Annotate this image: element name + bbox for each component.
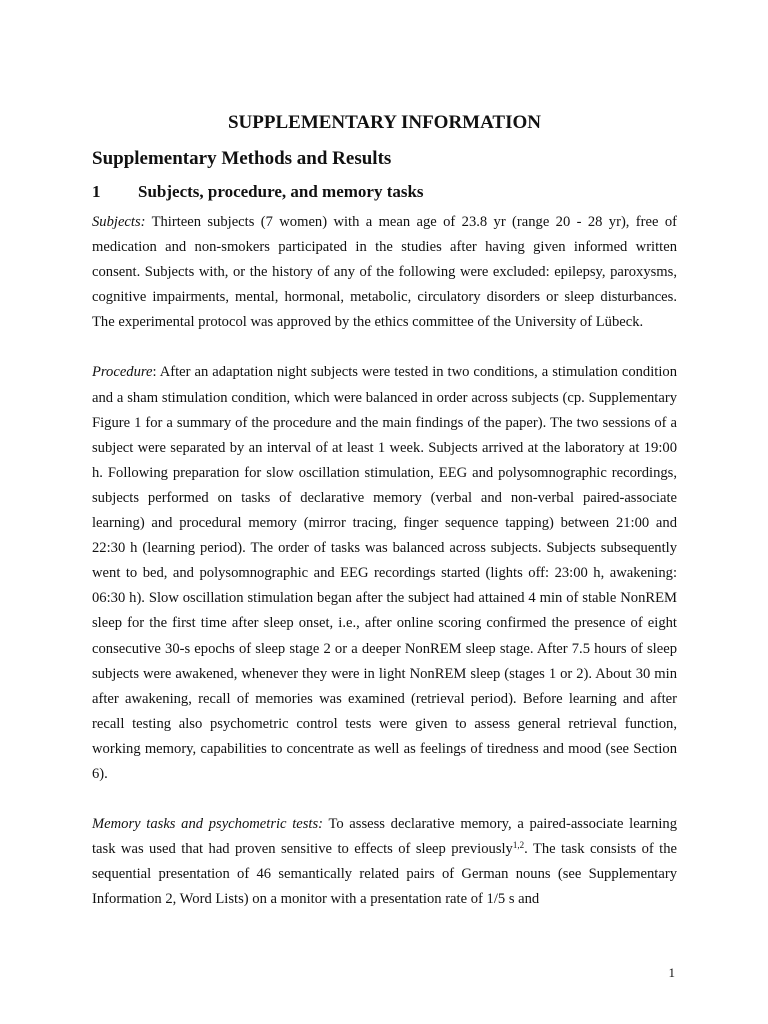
paragraph-text: : After an adaptation night subjects were tested in two conditions, a stimulation condition and a sham stimulation condition, which were balanced in order across subjects (cp. Supplementary Figure 1 for a summary of the procedure and the main findings of the paper). The two sessions of a subject were separated by an interval of at least 1 week. Subjects arrived at the laboratory at 19:00 h. Following preparation for slow oscillation stimulation, EEG and polysomnographic recordings, subjects performed on tasks of declarative memory (verbal and non-verbal paired-associate learning) and procedural memory (mirror tracing, finger sequence tapping) between 21:00 and 22:30 h (learning period). The order of tasks was balanced across subjects. Subjects subsequently went to bed, and polysomnographic and EEG recordings started (lights off: 23:00 h, awakening: 06:30 h). Slow oscillation stimulation began after the subject had attained 4 min of stable NonREM sleep for the first time after sleep onset, i.e., after online scoring confirmed the presence of eight consecutive 30-s epochs of sleep stage 2 or a deeper NonREM sleep stage. After 7.5 hours of sleep subjects were awakened, whenever they were in light NonREM sleep (stages 1 or 2). About 30 min after awakening, recall of memories was examined (retrieval period). Before learning and after recall testing also psychometric control tests were given to assess general retrieval function, working memory, capabilities to concentrate as well as feelings of tiredness and mood (see Section 6).: [92, 364, 677, 782]
paragraph-subjects: [92, 210, 677, 335]
section-heading: Supplementary Methods and Results: [92, 148, 392, 169]
paragraph-text-continued: . The task consists of the sequential presentation of 46 semantically related pairs of German nouns (see Supplementary Information 2, Word Lists) on a monitor with a presentation rate of 1/5 s and: [92, 841, 677, 908]
subsection-title: Subjects, procedure, and memory tasks: [138, 182, 424, 201]
paragraph-memory-tasks: [92, 812, 677, 912]
paragraph-procedure: [92, 360, 677, 787]
page-number: 1: [668, 965, 675, 980]
subsection-heading: [92, 180, 677, 204]
paragraph-lead: Memory tasks and psychometric tests:: [92, 816, 324, 833]
citation-superscript: 1,2: [512, 840, 525, 851]
subsection-number: 1: [92, 182, 101, 201]
paragraph-lead: Procedure: [92, 364, 153, 381]
document-page: [92, 110, 677, 937]
document-title: SUPPLEMENTARY INFORMATION: [227, 112, 541, 133]
paragraph-text: Thirteen subjects (7 women) with a mean age of 23.8 yr (range 20 - 28 yr), free of medication and non-smokers participated in the studies after having given informed written consent. Subjects with, or the history of any of the following were excluded: epilepsy, paroxysms, cognitive impairments, mental, hormonal, metabolic, circulatory disorders or sleep disturbances. The experimental protocol was approved by the ethics committee of the University of Lübeck.: [92, 214, 677, 331]
paragraph-text: To assess declarative memory, a paired-associate learning task was used that had proven sensitive to effects of sleep previously: [92, 816, 677, 858]
paragraph-lead: Subjects:: [92, 214, 146, 230]
